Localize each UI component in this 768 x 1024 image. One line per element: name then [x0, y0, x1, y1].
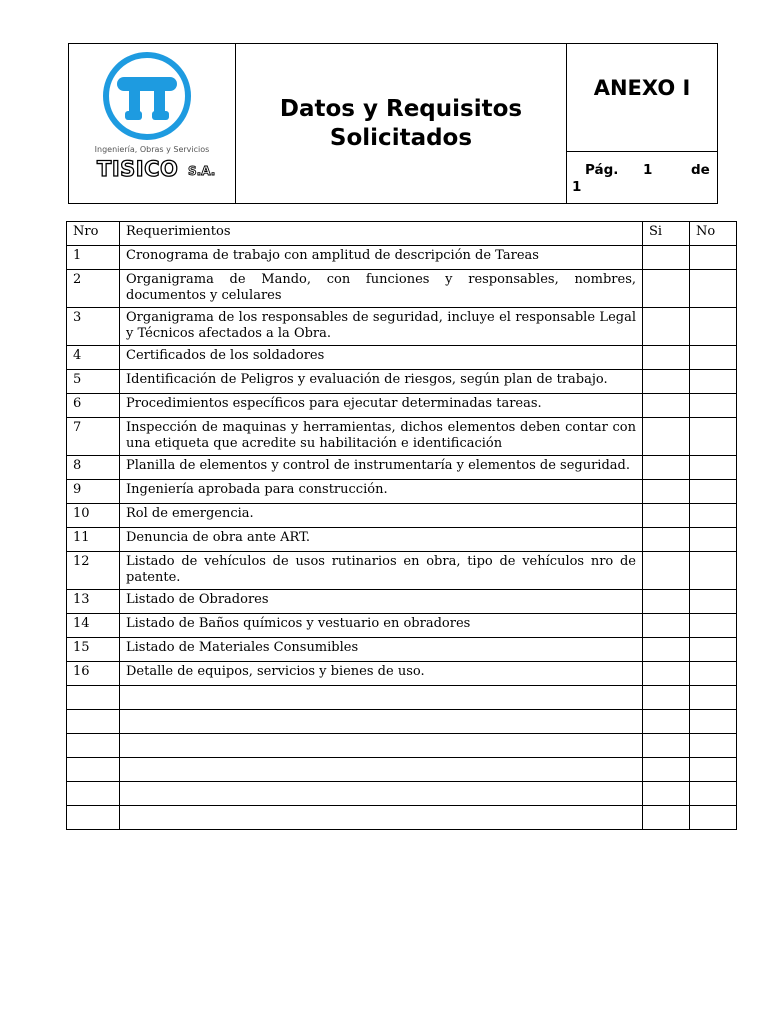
empty-si-cell[interactable] [643, 758, 690, 782]
empty-table-row [67, 782, 737, 806]
no-checkbox-cell[interactable] [690, 528, 737, 552]
requirement-text: Certificados de los soldadores [120, 346, 643, 370]
si-checkbox-cell[interactable] [643, 246, 690, 270]
row-number: 3 [67, 308, 120, 346]
empty-requirement-cell[interactable] [120, 806, 643, 830]
requirement-text: Detalle de equipos, servicios y bienes de uso. [120, 662, 643, 686]
empty-requirement-cell[interactable] [120, 686, 643, 710]
table-row [67, 346, 737, 370]
table-row [67, 418, 737, 456]
empty-no-cell[interactable] [690, 734, 737, 758]
header-requirement: Requerimientos [120, 222, 643, 246]
row-number: 9 [67, 480, 120, 504]
empty-nro-cell[interactable] [67, 782, 120, 806]
empty-requirement-cell[interactable] [120, 782, 643, 806]
empty-requirement-cell[interactable] [120, 758, 643, 782]
table-row [67, 528, 737, 552]
header-no: No [690, 222, 737, 246]
si-checkbox-cell[interactable] [643, 394, 690, 418]
requirement-text: Listado de vehículos de usos rutinarios en obra, tipo de vehículos nro de patente. [120, 552, 643, 590]
row-number: 13 [67, 590, 120, 614]
page-indicator [567, 153, 717, 203]
title-line-1: Datos y Requisitos [279, 95, 523, 122]
row-number: 16 [67, 662, 120, 686]
no-checkbox-cell[interactable] [690, 614, 737, 638]
no-checkbox-cell[interactable] [690, 418, 737, 456]
document-title [236, 44, 567, 203]
requirement-text: Listado de Baños químicos y vestuario en obradores [120, 614, 643, 638]
requirement-text: Planilla de elementos y control de instrumentaría y elementos de seguridad. [120, 456, 643, 480]
empty-no-cell[interactable] [690, 710, 737, 734]
empty-table-row [67, 806, 737, 830]
requirement-text: Ingeniería aprobada para construcción. [120, 480, 643, 504]
page-number: 1 [643, 162, 653, 178]
logo-caption: Ingeniería, Obras y Servicios [94, 145, 210, 154]
page-of: de [691, 162, 710, 178]
no-checkbox-cell[interactable] [690, 552, 737, 590]
table-row [67, 638, 737, 662]
table-row [67, 662, 737, 686]
row-number: 1 [67, 246, 120, 270]
si-checkbox-cell[interactable] [643, 528, 690, 552]
empty-requirement-cell[interactable] [120, 710, 643, 734]
table-row [67, 270, 737, 308]
empty-no-cell[interactable] [690, 758, 737, 782]
no-checkbox-cell[interactable] [690, 270, 737, 308]
no-checkbox-cell[interactable] [690, 370, 737, 394]
page-total: 1 [572, 179, 582, 195]
row-number: 8 [67, 456, 120, 480]
requirement-text: Cronograma de trabajo con amplitud de descripción de Tareas [120, 246, 643, 270]
si-checkbox-cell[interactable] [643, 662, 690, 686]
requirements-table [66, 221, 737, 830]
empty-si-cell[interactable] [643, 806, 690, 830]
no-checkbox-cell[interactable] [690, 638, 737, 662]
table-row [67, 504, 737, 528]
empty-table-row [67, 686, 737, 710]
si-checkbox-cell[interactable] [643, 270, 690, 308]
requirement-text: Listado de Materiales Consumibles [120, 638, 643, 662]
document-header [68, 43, 718, 204]
requirement-text: Organigrama de los responsables de seguridad, incluye el responsable Legal y Técnicos afectados a la Obra. [120, 308, 643, 346]
page-label: Pág. [585, 162, 619, 178]
si-checkbox-cell[interactable] [643, 638, 690, 662]
empty-nro-cell[interactable] [67, 758, 120, 782]
requirement-text: Denuncia de obra ante ART. [120, 528, 643, 552]
requirement-text: Rol de emergencia. [120, 504, 643, 528]
table-row [67, 480, 737, 504]
row-number: 7 [67, 418, 120, 456]
logo-company-suffix: S.A. [188, 164, 216, 178]
table-header-row [67, 222, 737, 246]
empty-no-cell[interactable] [690, 806, 737, 830]
title-line-2: Solicitados [329, 124, 473, 151]
table-row [67, 456, 737, 480]
si-checkbox-cell[interactable] [643, 308, 690, 346]
no-checkbox-cell[interactable] [690, 346, 737, 370]
empty-nro-cell[interactable] [67, 710, 120, 734]
tisico-logo-icon [91, 50, 197, 146]
empty-table-row [67, 758, 737, 782]
empty-table-row [67, 734, 737, 758]
requirement-text: Inspección de maquinas y herramientas, dichos elementos deben contar con una etiqueta que acredite su habilitación e identificación [120, 418, 643, 456]
row-number: 11 [67, 528, 120, 552]
empty-si-cell[interactable] [643, 686, 690, 710]
si-checkbox-cell[interactable] [643, 552, 690, 590]
row-number: 14 [67, 614, 120, 638]
row-number: 6 [67, 394, 120, 418]
logo-brand-name: TISICO [97, 157, 179, 181]
empty-si-cell[interactable] [643, 782, 690, 806]
logo-cell [69, 44, 236, 203]
no-checkbox-cell[interactable] [690, 590, 737, 614]
row-number: 4 [67, 346, 120, 370]
requirement-text: Procedimientos específicos para ejecutar determinadas tareas. [120, 394, 643, 418]
row-number: 12 [67, 552, 120, 590]
empty-nro-cell[interactable] [67, 734, 120, 758]
no-checkbox-cell[interactable] [690, 308, 737, 346]
table-row [67, 394, 737, 418]
no-checkbox-cell[interactable] [690, 662, 737, 686]
empty-nro-cell[interactable] [67, 806, 120, 830]
no-checkbox-cell[interactable] [690, 480, 737, 504]
empty-no-cell[interactable] [690, 782, 737, 806]
table-row [67, 552, 737, 590]
requirement-text: Listado de Obradores [120, 590, 643, 614]
header-nro: Nro [67, 222, 120, 246]
empty-si-cell[interactable] [643, 710, 690, 734]
si-checkbox-cell[interactable] [643, 456, 690, 480]
row-number: 15 [67, 638, 120, 662]
empty-requirement-cell[interactable] [120, 734, 643, 758]
empty-nro-cell[interactable] [67, 686, 120, 710]
si-checkbox-cell[interactable] [643, 614, 690, 638]
table-row [67, 308, 737, 346]
table-row [67, 370, 737, 394]
row-number: 2 [67, 270, 120, 308]
no-checkbox-cell[interactable] [690, 504, 737, 528]
si-checkbox-cell[interactable] [643, 480, 690, 504]
no-checkbox-cell[interactable] [690, 394, 737, 418]
requirement-text: Identificación de Peligros y evaluación de riesgos, según plan de trabajo. [120, 370, 643, 394]
row-number: 10 [67, 504, 120, 528]
row-number: 5 [67, 370, 120, 394]
header-si: Si [643, 222, 690, 246]
empty-table-row [67, 710, 737, 734]
si-checkbox-cell[interactable] [643, 370, 690, 394]
annex-label: ANEXO I [567, 44, 717, 152]
requirement-text: Organigrama de Mando, con funciones y responsables, nombres, documentos y celulares [120, 270, 643, 308]
empty-no-cell[interactable] [690, 686, 737, 710]
table-row [67, 246, 737, 270]
si-checkbox-cell[interactable] [643, 346, 690, 370]
no-checkbox-cell[interactable] [690, 456, 737, 480]
empty-si-cell[interactable] [643, 734, 690, 758]
si-checkbox-cell[interactable] [643, 418, 690, 456]
si-checkbox-cell[interactable] [643, 504, 690, 528]
no-checkbox-cell[interactable] [690, 246, 737, 270]
si-checkbox-cell[interactable] [643, 590, 690, 614]
table-row [67, 614, 737, 638]
table-row [67, 590, 737, 614]
